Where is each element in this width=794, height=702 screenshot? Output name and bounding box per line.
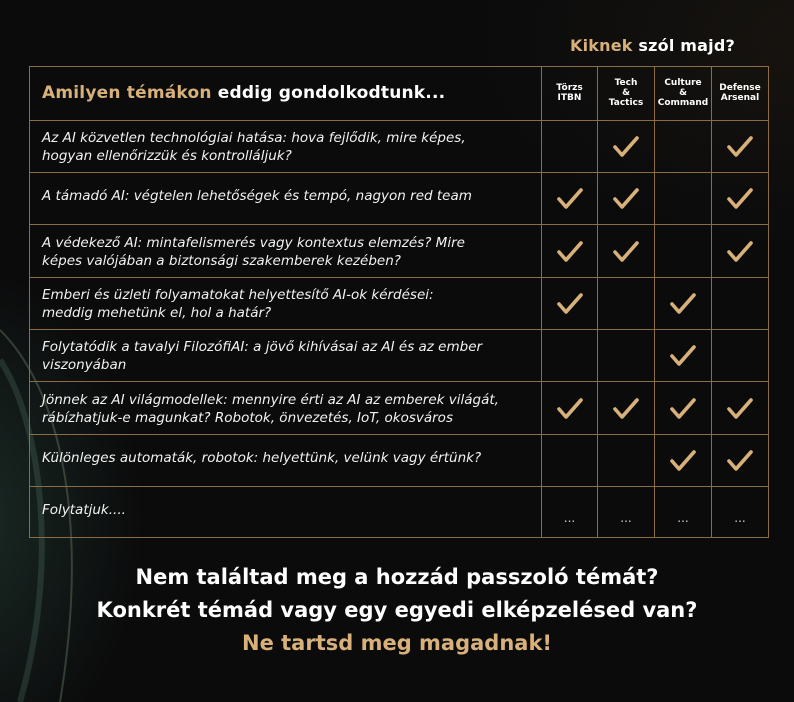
audience-cell [655,382,711,435]
audience-question [570,36,735,55]
checkmark-icon [727,241,753,263]
topics-table [29,66,769,538]
audience-cell [655,330,711,382]
table-row [30,381,768,434]
checkmark-icon [670,293,696,315]
topic-text [42,286,434,322]
audience-cell [655,487,711,539]
ellipsis-placeholder: ... [734,511,746,525]
column-header-line: Defense [719,83,761,93]
audience-cell [542,435,597,487]
column-divider [541,67,542,537]
checkmark-icon [557,188,583,210]
topic-text-line: Folytatjuk.... [42,502,126,518]
column-divider [711,67,712,537]
checkmark-icon [670,345,696,367]
audience-cell [598,435,654,487]
column-header-torzs [542,67,597,119]
checkmark-icon [613,136,639,158]
topic-text-line: meddig mehetünk el, hol a határ? [42,305,272,321]
table-row [30,434,768,486]
column-header-line: & [622,88,630,98]
question-gold: Kiknek [570,36,633,55]
topic-text [42,187,472,205]
checkmark-icon [727,398,753,420]
topic-text [42,391,499,427]
footer-line-3: Ne tartsd meg magadnak! [242,631,552,655]
table-title-gold: Amilyen témákon [42,83,212,103]
column-header-line: Command [657,98,709,108]
audience-cell [655,121,711,173]
topic-text-line: Az AI közvetlen technológiai hatása: hova fejlődik, mire képes, [42,130,466,146]
checkmark-icon [670,398,696,420]
audience-cell [598,278,654,330]
table-row [30,277,768,329]
ellipsis-placeholder: ... [563,511,576,525]
audience-cell [655,173,711,225]
table-title [42,67,445,119]
audience-cell [712,121,768,173]
topic-text [42,501,126,519]
audience-cell [598,382,654,435]
audience-cell [542,330,597,382]
audience-cell [712,487,768,539]
column-header-line: Tactics [608,98,644,108]
audience-cell [712,330,768,382]
audience-cell [712,382,768,435]
checkmark-icon [557,241,583,263]
topic-text-line: viszonyában [42,357,127,373]
audience-cell [542,173,597,225]
topic-text-line: Jönnek az AI világmodellek: mennyire érti az AI az emberek világát, [42,392,499,408]
table-title-white: eddig gondolkodtunk... [217,83,446,103]
audience-cell [712,278,768,330]
column-header-tech [598,67,654,119]
topic-text-line: Különleges automaták, robotok: helyettünk, velünk vagy értünk? [42,450,482,466]
topic-text [42,234,465,270]
audience-cell [655,278,711,330]
audience-cell [542,487,597,539]
topic-text-line: A támadó AI: végtelen lehetőségek és tempó, nagyon red team [42,188,472,204]
audience-cell [598,487,654,539]
ellipsis-placeholder: ... [677,511,689,525]
checkmark-icon [613,398,639,420]
topic-text-line: Emberi és üzleti folyamatokat helyettesítő AI-ok kérdései: [42,287,434,303]
audience-cell [712,435,768,487]
audience-cell [655,225,711,278]
topic-text [42,449,481,467]
audience-cell [598,225,654,278]
column-divider [597,67,598,537]
audience-cell [598,173,654,225]
table-row [30,172,768,224]
checkmark-icon [727,188,753,210]
column-header-line: Tech [614,78,638,88]
checkmark-icon [557,293,583,315]
ellipsis-placeholder: ... [620,511,632,525]
audience-cell [542,382,597,435]
table-row [30,224,768,277]
table-row [30,120,768,172]
column-header-culture [655,67,711,119]
table-row [30,486,768,538]
footer-line-1: Nem találtad meg a hozzád passzoló témát? [135,565,659,589]
column-header-line: Törzs [556,83,583,93]
topic-text-line: rábízhatjuk-e magunkat? Robotok, önvezetés, IoT, okosváros [42,410,453,426]
checkmark-icon [613,241,639,263]
audience-cell [655,435,711,487]
question-white: szól majd? [638,36,735,55]
checkmark-icon [613,188,639,210]
table-header-row [30,67,768,120]
column-divider [654,67,655,537]
topic-text [42,338,482,374]
table-row [30,329,768,381]
audience-cell [542,278,597,330]
checkmark-icon [727,136,753,158]
topic-text [42,129,466,165]
topic-text-line: A védekező AI: mintafelismerés vagy kontextus elemzés? Mire [42,235,465,251]
column-header-line: Culture [664,78,702,88]
checkmark-icon [557,398,583,420]
audience-cell [598,330,654,382]
audience-cell [542,121,597,173]
topic-text-line: képes valójában a biztonsági szakemberek kezében? [42,253,401,269]
audience-cell [712,173,768,225]
column-header-defense [712,67,768,119]
footer-line-2: Konkrét témád vagy egy egyedi elképzelésed van? [96,598,698,622]
column-header-line: & [679,88,687,98]
column-header-line: ITBN [557,93,582,103]
checkmark-icon [670,450,696,472]
column-header-line: Arsenal [720,93,760,103]
topic-text-line: Folytatódik a tavalyi FilozófiAI: a jövő kihívásai az AI és az ember [42,339,483,355]
audience-cell [712,225,768,278]
topic-text-line: hogyan ellenőrizzük és kontrolláljuk? [42,148,292,164]
checkmark-icon [727,450,753,472]
audience-cell [542,225,597,278]
audience-cell [598,121,654,173]
